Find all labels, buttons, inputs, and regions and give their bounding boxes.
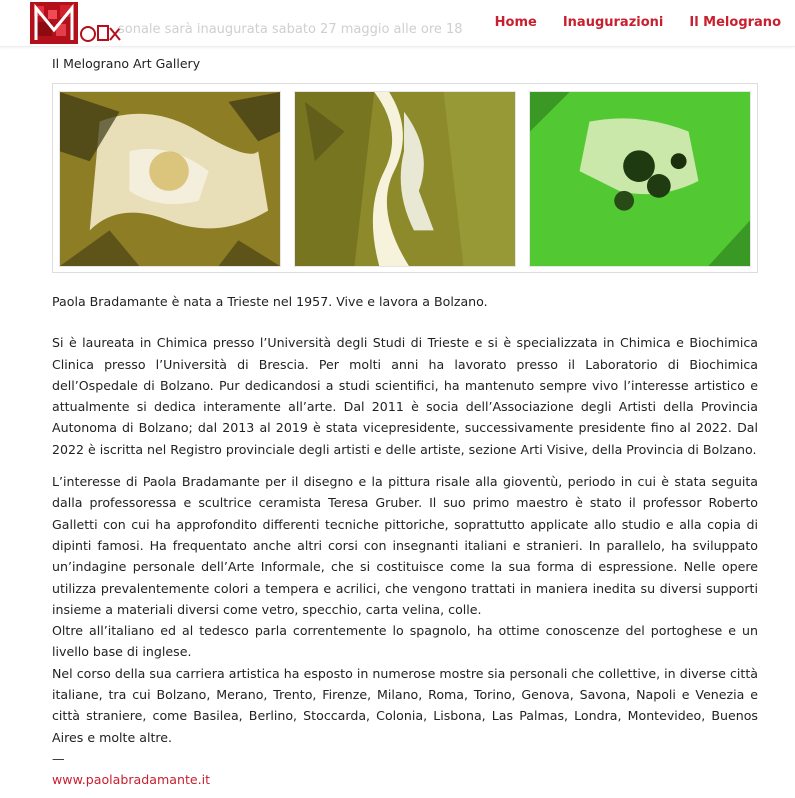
nav-home[interactable]: Home — [494, 15, 537, 30]
bio-intro: Paola Bradamante è nata a Trieste nel 1957. Vive e lavora a Bolzano. — [52, 294, 488, 309]
bio-paragraph-languages: Oltre all’italiano ed al tedesco parla correntemente lo spagnolo, ha ottime conoscenze del portoghese e un livello base di inglese. — [52, 623, 758, 660]
bio-paragraph-education: Si è laureata in Chimica presso l’Università degli Studi di Trieste e si è specializzata in Chimica e Biochimica Clinica presso l’Università di Brescia. Per molti anni ha lavorato presso il Laboratorio di Biochimica dell’Ospedale di Bolzano. Pur dedicandosi a studi scientifici, ha mantenuto sempre vivo l’interesse artistico e attualmente si dedica interamente all’arte. Dal 2011 è socia dell’Associazione degli Artisti della Provincia Autonoma di Bolzano; dal 2013 al 2019 è stata vicepresidente, successivamente presidente fino al 2022. Dal 2022 è iscritta nel Registro provinciale degli artisti e delle artiste, sezione Arti Visive, della Provincia di Bolzano. — [52, 335, 758, 457]
artwork-thumbnail-3[interactable] — [529, 91, 751, 267]
bio-paragraph-training: L’interesse di Paola Bradamante per il disegno e la pittura risale alla gioventù, periodo in cui è stata seguita dalla professoressa e scultrice ceramista Teresa Gruber. Il suo primo maestro è stato il professor Roberto Galletti con cui ha approfondito differenti tecniche pittoriche, soprattutto applicate allo studio e alla copia di dipinti famosi. Ha frequentato anche altri corsi con insegnanti italiani e stranieri. In parallelo, ha sviluppato un’indagine personale dell’Arte Informale, che si costituisce come la sua forma di espressione. Nelle opere utilizza prevalentemente colori a tempera e acrilici, che vengono trattati in maniera inedita su diversi supporti insieme a materiali diversi come vetro, specchio, carta velina, colle. — [52, 474, 758, 617]
site-logo[interactable] — [30, 0, 122, 46]
artwork-thumbnail-2[interactable] — [294, 91, 516, 267]
page-subtitle: Il Melograno Art Gallery — [52, 56, 201, 71]
nav-inaugurazioni[interactable]: Inaugurazioni — [562, 15, 664, 30]
site-header — [0, 0, 795, 47]
artwork-gallery — [52, 83, 758, 273]
news-ticker: sonale sarà inaugurata sabato 27 maggio alle ore 18 — [118, 22, 463, 37]
main-nav — [495, 15, 781, 30]
article-content — [52, 56, 758, 790]
artist-website-link[interactable]: www.paolabradamante.it — [52, 772, 211, 788]
nav-il-melograno[interactable]: Il Melograno — [689, 15, 781, 30]
artwork-thumbnail-1[interactable] — [59, 91, 281, 267]
bio-paragraph-exhibitions: Nel corso della sua carriera artistica ha esposto in numerose mostre sia personali che collettive, in diverse città italiane, tra cui Bolzano, Merano, Trento, Firenze, Milano, Roma, Torino, Genova, Savona, Napoli e Venezia e città straniere, come Basilea, Berlino, Stoccarda, Colonia, Lisbona, Las Palmas, Londra, Montevideo, Buenos Aires e molte altre. — [52, 665, 758, 745]
separator-dash: — — [52, 750, 65, 766]
